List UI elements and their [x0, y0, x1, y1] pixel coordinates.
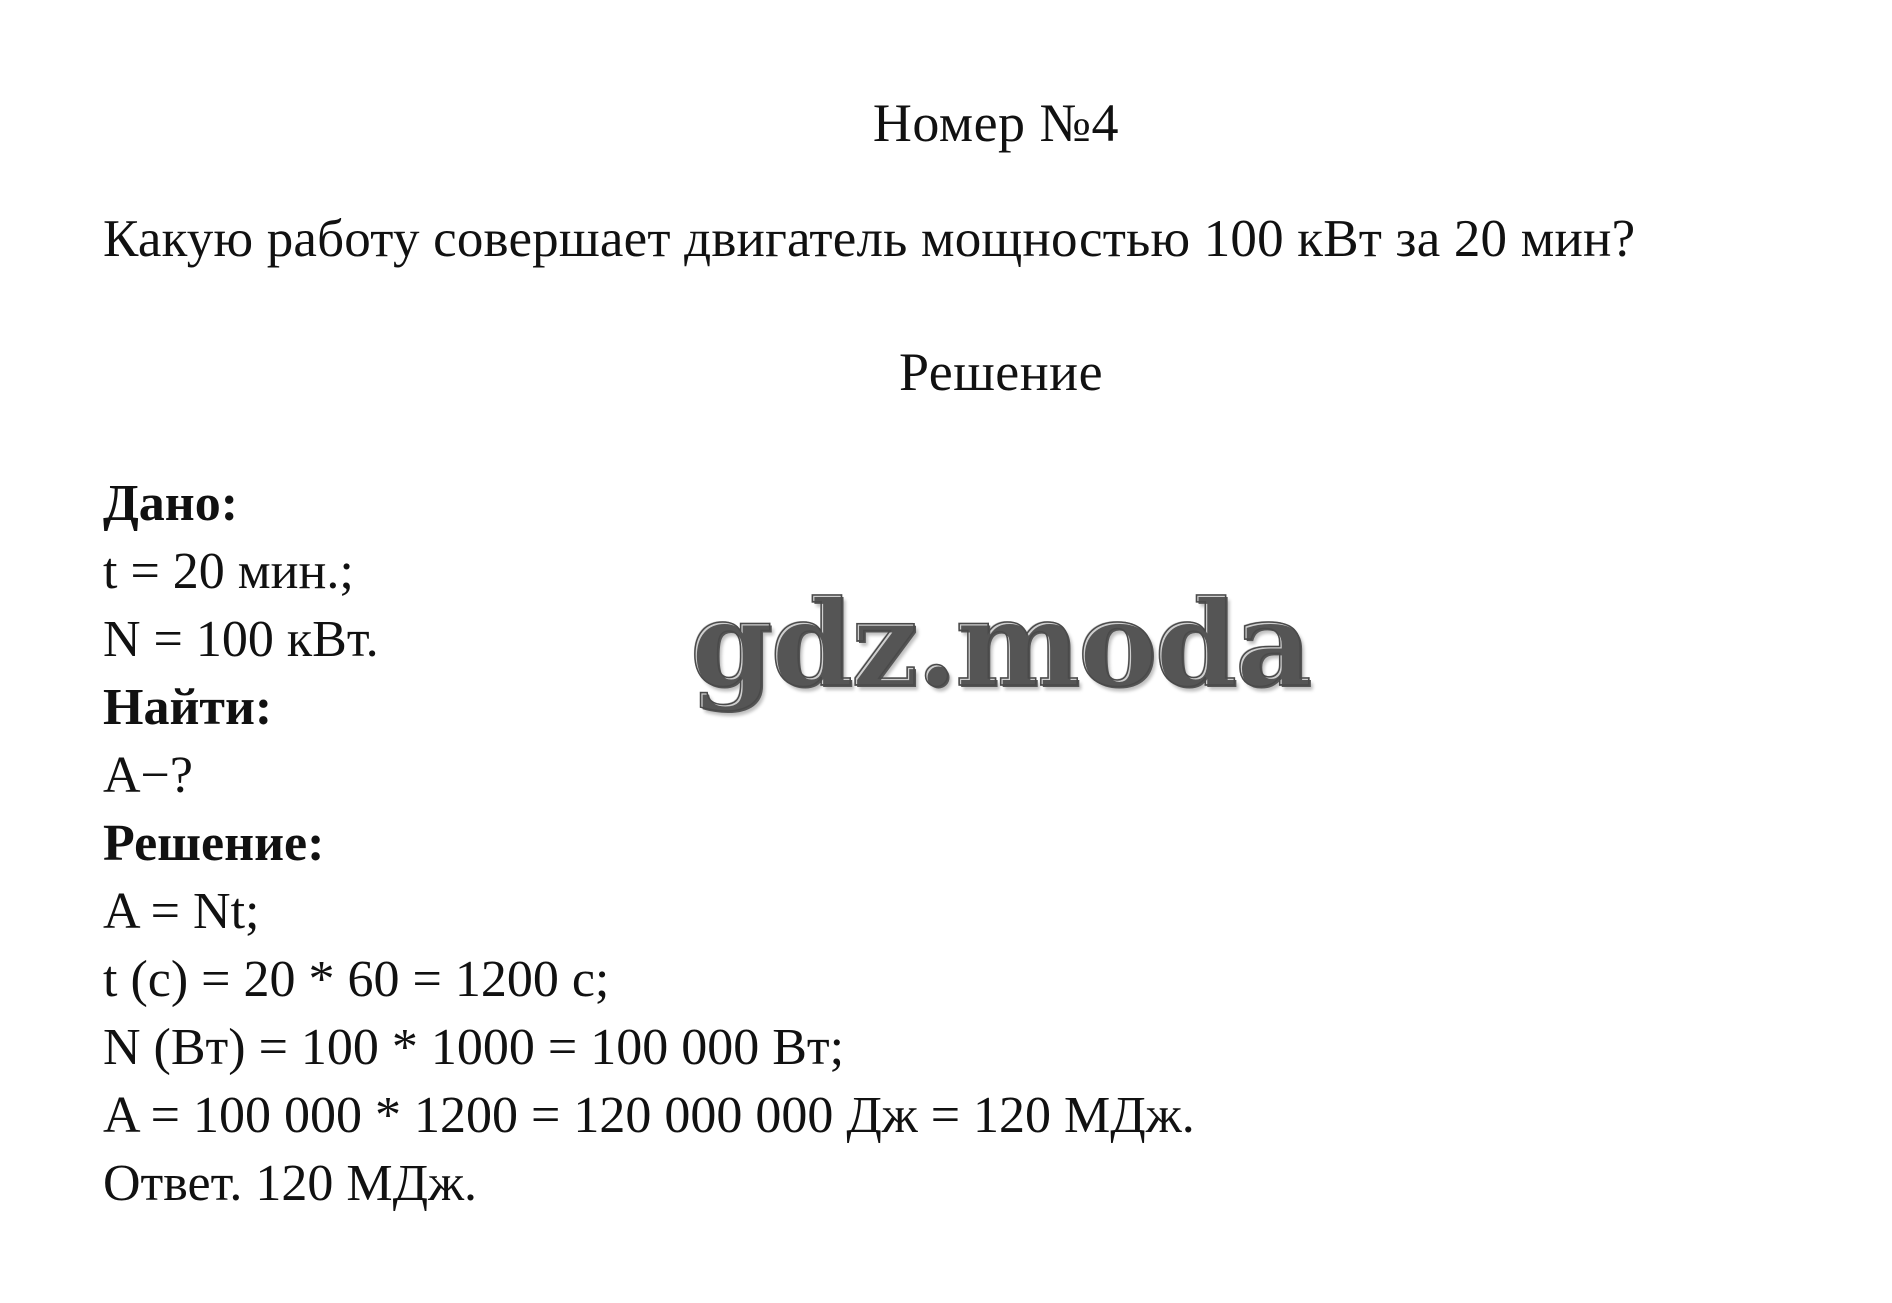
watermark-logo: [690, 574, 1310, 713]
given-label: Дано:: [103, 475, 239, 532]
problem-statement: Какую работу совершает двигатель мощностью 100 кВт за 20 мин?: [103, 210, 1636, 268]
solution-label: Решение:: [103, 815, 325, 872]
solution-line-formula: A = Nt;: [103, 883, 260, 940]
solution-line-time-seconds: t (с) = 20 * 60 = 1200 с;: [103, 951, 610, 1008]
watermark-text: gdz.moda: [690, 574, 1310, 713]
given-line-time: t = 20 мин.;: [103, 543, 354, 600]
given-line-power: N = 100 кВт.: [103, 611, 379, 668]
find-line-work: A−?: [103, 747, 193, 804]
solution-line-work-result: A = 100 000 * 1200 = 120 000 000 Дж = 120 МДж.: [103, 1087, 1195, 1144]
problem-number-title: Номер №4: [872, 93, 1120, 153]
answer-line: Ответ. 120 МДж.: [103, 1155, 478, 1212]
solution-line-power-watts: N (Вт) = 100 * 1000 = 100 000 Вт;: [103, 1019, 845, 1076]
find-label: Найти:: [103, 679, 273, 736]
solution-heading: Решение: [898, 342, 1104, 402]
